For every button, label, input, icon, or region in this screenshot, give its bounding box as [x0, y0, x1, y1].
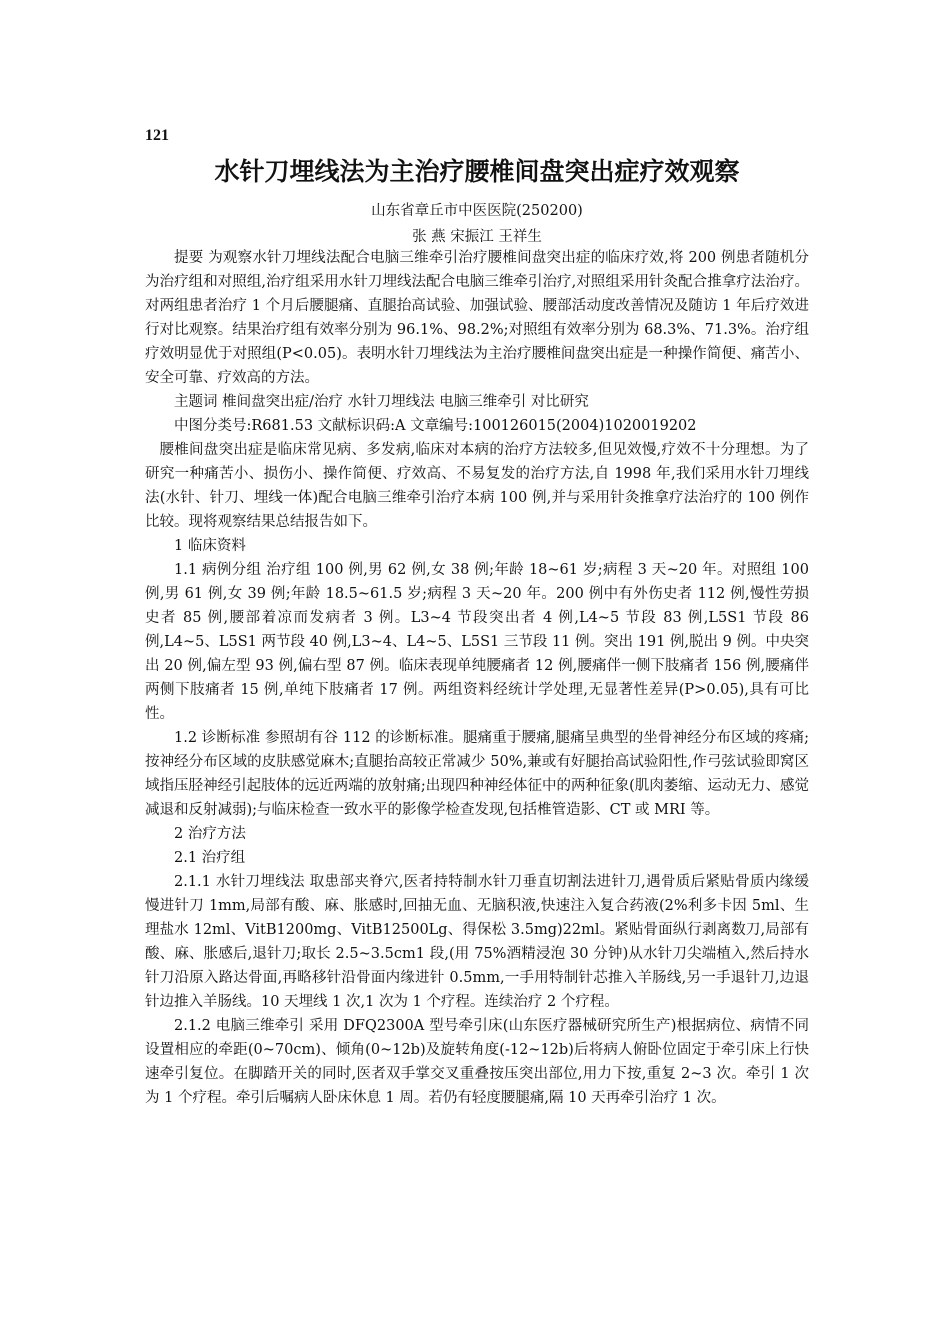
- page-number: 121: [145, 127, 169, 144]
- article-title: 水针刀埋线法为主治疗腰椎间盘突出症疗效观察: [214, 157, 740, 186]
- classification-line: 中图分类号:R681.53 文献标识码:A 文章编号:100126015(2004)1020019202: [174, 418, 697, 434]
- section-2-1-2-paragraph: 2.1.2 电脑三维牵引 采用 DFQ2300A 型号牵引床(山东医疗器械研究所生产)根据病位、病情不同设置相应的牵距(0~70cm)、倾角(0~12b)及旋转角度(-12~12b)后将病人俯卧位固定于牵引床上行快速牵引复位。在脚踏开关的同时,医者双手掌交叉重叠按压突出部位,用力下按,重复 2~3 次。牵引 1 次为 1 个疗程。牵引后嘱病人卧床休息 1 周。若仍有轻度腰腿痛,隔 10 天再牵引治疗 1 次。: [145, 1018, 809, 1106]
- section-heading-clinical-data: 1 临床资料: [174, 538, 246, 554]
- section-1-2-paragraph: 1.2 诊断标准 参照胡有谷 112 的诊断标准。腿痛重于腰痛,腿痛呈典型的坐骨神经分布区域的疼痛;按神经分布区域的皮肤感觉麻木;直腿抬高较正常减少 50%,兼或有好腿抬高试验阳性,作弓弦试验即窝区域指压胫神经引起肢体的远近两端的放射痛;出现四种神经体征中的两种征象(肌肉萎缩、运动无力、感觉减退和反射减弱);与临床检查一致水平的影像学检查发现,包括椎管造影、CT 或 MRI 等。: [145, 730, 809, 818]
- introduction-paragraph: 腰椎间盘突出症是临床常见病、多发病,临床对本病的治疗方法较多,但见效慢,疗效不十分理想。为了研究一种痛苦小、损伤小、操作简便、疗效高、不易复发的治疗方法,自 1998 年,我们采用水针刀埋线法(水针、针刀、埋线一体)配合电脑三维牵引治疗本病 100 例,并与采用针灸推拿疗法治疗的 100 例作比较。现将观察结果总结报告如下。: [145, 442, 809, 530]
- article-body: [145, 246, 809, 1110]
- author-names: 张 燕 宋振江 王祥生: [412, 229, 542, 245]
- section-heading-treatment-methods: 2 治疗方法: [174, 826, 246, 842]
- section-heading-treatment-group: 2.1 治疗组: [174, 850, 246, 866]
- author-affiliation: 山东省章丘市中医医院(250200): [371, 203, 583, 219]
- section-2-1-1-paragraph: 2.1.1 水针刀埋线法 取患部夹脊穴,医者持特制水针刀垂直切割法进针刀,遇骨质后紧贴骨质内缘缓慢进针刀 1mm,局部有酸、麻、胀感时,回抽无血、无脑积液,快速注入复合药液(2%利多卡因 5ml、生理盐水 12ml、VitB1200mg、VitB12500Lg、得保松 3.5mg)22ml。紧贴骨面纵行剥离数刀,局部有酸、麻、胀感后,退针刀;取长 2.5~3.5cm1 段,(用 75%酒精浸泡 30 分钟)从水针刀尖端植入,然后持水针刀沿原入路达骨面,再略移针沿骨面内缘进针 0.5mm,一手用特制针芯推入羊肠线,另一手退针刀,边退针边推入羊肠线。10 天埋线 1 次,1 次为 1 个疗程。连续治疗 2 个疗程。: [145, 874, 809, 1010]
- keywords-line: 主题词 椎间盘突出症/治疗 水针刀埋线法 电脑三维牵引 对比研究: [174, 394, 589, 410]
- abstract-paragraph: 提要 为观察水针刀埋线法配合电脑三维牵引治疗腰椎间盘突出症的临床疗效,将 200 例患者随机分为治疗组和对照组,治疗组采用水针刀埋线法配合电脑三维牵引治疗,对照组采用针灸配合推拿疗法治疗。对两组患者治疗 1 个月后腰腿痛、直腿抬高试验、加强试验、腰部活动度改善情况及随访 1 年后疗效进行对比观察。结果治疗组有效率分别为 96.1%、98.2%;对照组有效率分别为 68.3%、71.3%。治疗组疗效明显优于对照组(P<0.05)。表明水针刀埋线法为主治疗腰椎间盘突出症是一种操作简便、痛苦小、安全可靠、疗效高的方法。: [145, 250, 809, 386]
- section-1-1-paragraph: 1.1 病例分组 治疗组 100 例,男 62 例,女 38 例;年龄 18~61 岁;病程 3 天~20 年。对照组 100 例,男 61 例,女 39 例;年龄 18.5~61.5 岁;病程 3 天~20 年。200 例中有外伤史者 112 例,慢性劳损史者 85 例,腰部着凉而发病者 3 例。L3~4 节段突出者 4 例,L4~5 节段 83 例,L5S1 节段 86 例,L4~5、L5S1 两节段 40 例,L3~4、L4~5、L5S1 三节段 11 例。突出 191 例,脱出 9 例。中央突出 20 例,偏左型 93 例,偏右型 87 例。临床表现单纯腰痛者 12 例,腰痛伴一侧下肢痛者 156 例,腰痛伴两侧下肢痛者 15 例,单纯下肢痛者 17 例。两组资料经统计学处理,无显著性差异(P>0.05),具有可比性。: [145, 562, 809, 722]
